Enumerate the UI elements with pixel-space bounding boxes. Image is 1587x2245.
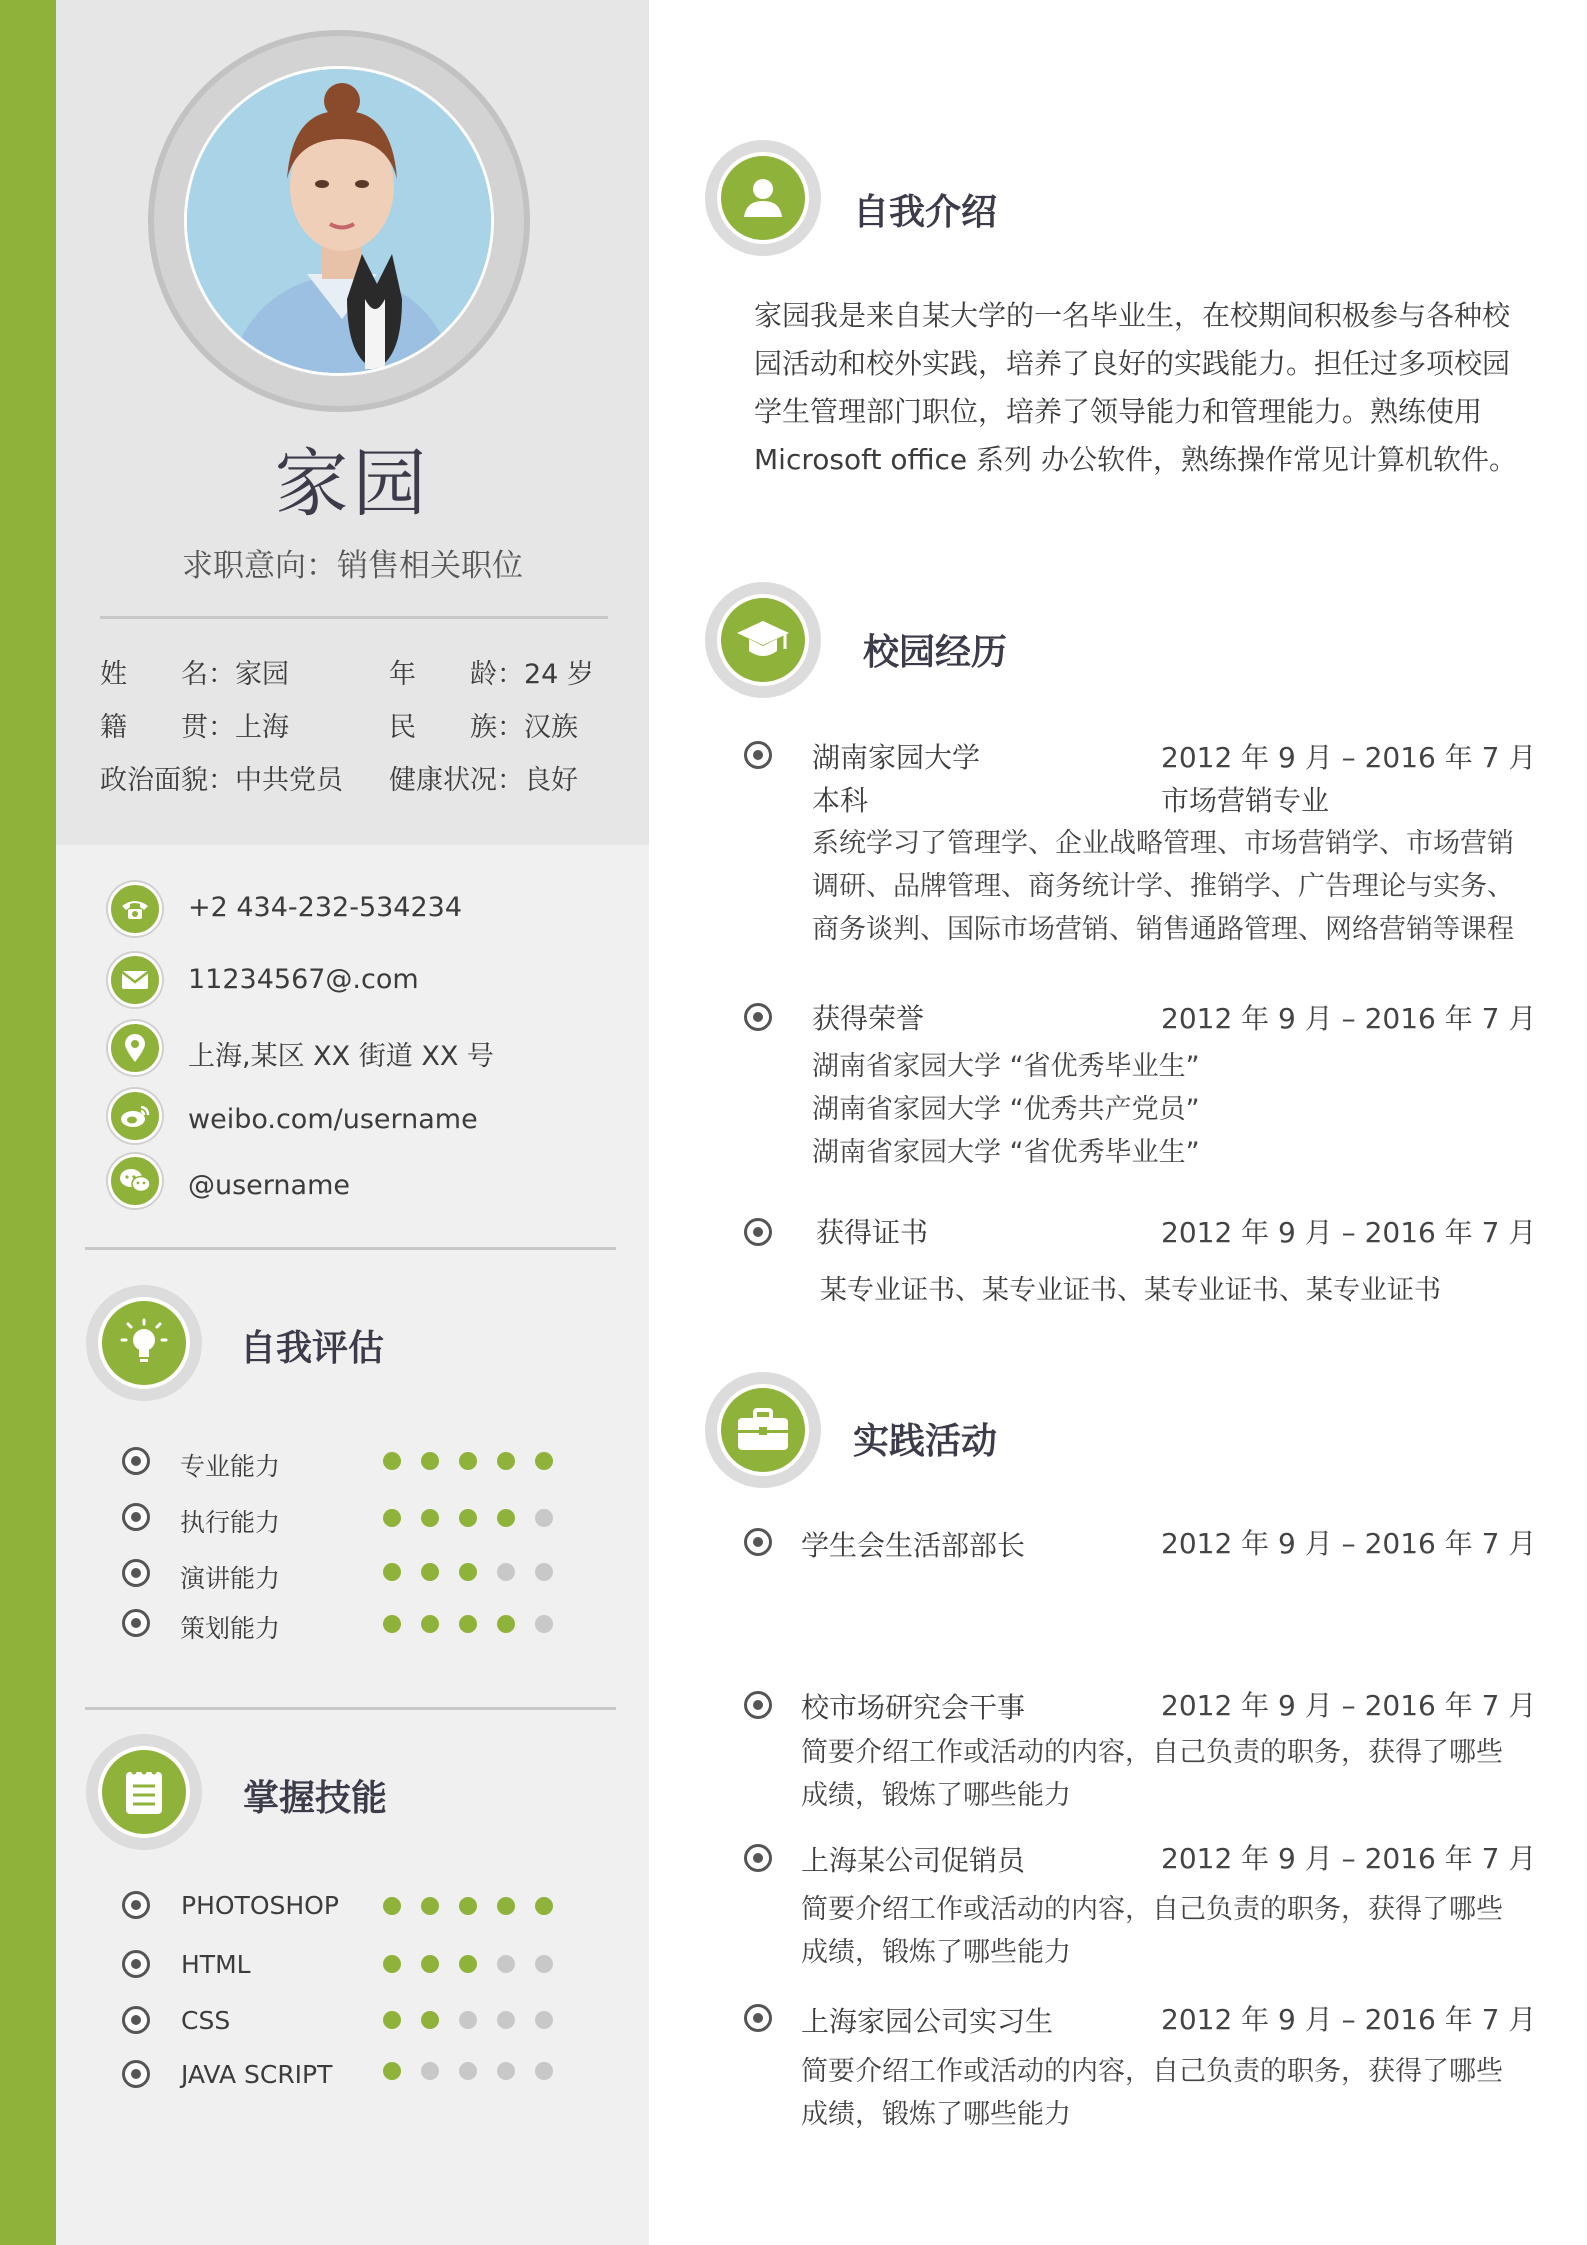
- location-icon: [108, 1021, 162, 1075]
- cert-list: 某专业证书、某专业证书、某专业证书、某专业证书: [820, 1275, 1441, 1306]
- eval-name: 演讲能力: [180, 1564, 281, 1593]
- divider: [85, 1247, 616, 1250]
- practice-date: 2012 年 9 月 – 2016 年 7 月: [1161, 1842, 1537, 1875]
- contact-phone: +2 434-232-534234: [188, 892, 463, 923]
- section-title-practice: 实践活动: [853, 1421, 998, 1462]
- intro-line: 家园我是来自某大学的一名毕业生，在校期间积极参与各种校: [754, 299, 1511, 332]
- bullet-icon: [122, 1950, 150, 1978]
- lightbulb-icon: [86, 1285, 202, 1401]
- rating-dot-filled: [383, 2011, 401, 2029]
- divider: [85, 1707, 616, 1710]
- honors: [812, 1045, 1200, 1174]
- weibo-icon: [108, 1089, 162, 1143]
- skill-rating: [383, 1955, 553, 1973]
- info-age: 年 龄：24 岁: [389, 659, 594, 690]
- practice-desc: [801, 2050, 1503, 2136]
- desc-line: 简要介绍工作或活动的内容，自己负责的职务，获得了哪些: [801, 1894, 1503, 1925]
- eval-rating: [383, 1509, 553, 1527]
- bullet-icon: [744, 1218, 772, 1246]
- rating-dot-filled: [383, 1897, 401, 1915]
- eval-rating: [383, 1452, 553, 1470]
- rating-dot-filled: [459, 1897, 477, 1915]
- bullet-icon: [744, 1844, 772, 1872]
- bullet-icon: [122, 1447, 150, 1475]
- eval-name: 执行能力: [180, 1508, 281, 1537]
- intro-paragraph: [754, 292, 1517, 484]
- rating-dot-filled: [421, 1509, 439, 1527]
- wechat-icon: [108, 1154, 162, 1208]
- section-title-skills: 掌握技能: [243, 1778, 388, 1819]
- rating-dot-filled: [459, 1452, 477, 1470]
- bullet-icon: [744, 1528, 772, 1556]
- skill-name: PHOTOSHOP: [181, 1891, 339, 1920]
- rating-dot-filled: [497, 1452, 515, 1470]
- rating-dot-empty: [535, 2062, 553, 2080]
- divider: [100, 616, 608, 619]
- skill-name: CSS: [181, 2006, 231, 2035]
- section-title-campus: 校园经历: [863, 632, 1008, 673]
- rating-dot-filled: [459, 1615, 477, 1633]
- honor-date: 2012 年 9 月 – 2016 年 7 月: [1161, 1002, 1537, 1035]
- rating-dot-filled: [421, 2011, 439, 2029]
- course-line: 系统学习了管理学、企业战略管理、市场营销学、市场营销: [812, 828, 1514, 859]
- accent-bar: [0, 0, 56, 2245]
- info-ethnic: 民 族：汉族: [389, 712, 578, 743]
- bullet-icon: [744, 1691, 772, 1719]
- cert-title: 获得证书: [816, 1216, 929, 1249]
- skill-rating: [383, 2062, 553, 2080]
- desc-line: 成绩，锻炼了哪些能力: [801, 2099, 1071, 2130]
- eval-name: 专业能力: [180, 1452, 281, 1481]
- rating-dot-empty: [459, 2062, 477, 2080]
- rating-dot-empty: [497, 2011, 515, 2029]
- major: 市场营销专业: [1161, 784, 1330, 817]
- honor-line: 湖南省家园大学 “省优秀毕业生”: [812, 1137, 1200, 1168]
- practice-role: 上海家园公司实习生: [801, 2005, 1054, 2038]
- rating-dot-empty: [497, 2062, 515, 2080]
- rating-dot-empty: [459, 2011, 477, 2029]
- practice-desc: [801, 1731, 1503, 1817]
- rating-dot-filled: [421, 1452, 439, 1470]
- rating-dot-filled: [383, 1452, 401, 1470]
- rating-dot-filled: [383, 2062, 401, 2080]
- rating-dot-empty: [497, 1955, 515, 1973]
- practice-role: 上海某公司促销员: [801, 1844, 1026, 1877]
- rating-dot-filled: [535, 1897, 553, 1915]
- section-title-self-eval: 自我评估: [240, 1328, 385, 1369]
- desc-line: 成绩，锻炼了哪些能力: [801, 1780, 1071, 1811]
- desc-line: 简要介绍工作或活动的内容，自己负责的职务，获得了哪些: [801, 1737, 1503, 1768]
- rating-dot-empty: [497, 1563, 515, 1581]
- degree: 本科: [812, 784, 869, 817]
- section-title-intro: 自我介绍: [853, 192, 998, 233]
- bullet-icon: [122, 2060, 150, 2088]
- job-intent: 求职意向：销售相关职位: [182, 548, 523, 584]
- bullet-icon: [122, 1609, 150, 1637]
- info-health: 健康状况：良好: [389, 765, 578, 796]
- practice-date: 2012 年 9 月 – 2016 年 7 月: [1161, 1689, 1537, 1722]
- eval-rating: [383, 1563, 553, 1581]
- courses: [812, 822, 1514, 951]
- practice-role: 学生会生活部部长: [801, 1529, 1026, 1562]
- rating-dot-empty: [535, 1563, 553, 1581]
- avatar-photo: [184, 66, 494, 376]
- rating-dot-filled: [497, 1897, 515, 1915]
- course-line: 调研、品牌管理、商务统计学、推销学、广告理论与实务、: [812, 871, 1514, 902]
- honor-line: 湖南省家园大学 “省优秀毕业生”: [812, 1051, 1200, 1082]
- rating-dot-filled: [383, 1955, 401, 1973]
- rating-dot-filled: [459, 1955, 477, 1973]
- skill-rating: [383, 1897, 553, 1915]
- contact-weibo: weibo.com/username: [188, 1104, 478, 1135]
- bullet-icon: [122, 1559, 150, 1587]
- school-date: 2012 年 9 月 – 2016 年 7 月: [1161, 741, 1537, 774]
- skill-name: HTML: [181, 1950, 251, 1979]
- practice-date: 2012 年 9 月 – 2016 年 7 月: [1161, 2003, 1537, 2036]
- rating-dot-filled: [383, 1615, 401, 1633]
- intro-line: 园活动和校外实践，培养了良好的实践能力。担任过多项校园: [754, 347, 1511, 380]
- email-icon: [108, 953, 162, 1007]
- rating-dot-filled: [535, 1452, 553, 1470]
- practice-desc: [801, 1888, 1503, 1974]
- honor-line: 湖南省家园大学 “优秀共产党员”: [812, 1094, 1200, 1125]
- contact-email: 11234567@.com: [188, 964, 419, 995]
- contact-wechat: @username: [188, 1170, 350, 1201]
- rating-dot-empty: [535, 1955, 553, 1973]
- desc-line: 简要介绍工作或活动的内容，自己负责的职务，获得了哪些: [801, 2056, 1503, 2087]
- rating-dot-filled: [421, 1955, 439, 1973]
- avatar: [148, 30, 530, 412]
- eval-name: 策划能力: [180, 1614, 281, 1643]
- rating-dot-filled: [497, 1509, 515, 1527]
- rating-dot-empty: [535, 2011, 553, 2029]
- rating-dot-empty: [535, 1615, 553, 1633]
- candidate-name: 家园: [274, 441, 431, 527]
- briefcase-icon: [705, 1372, 821, 1488]
- rating-dot-filled: [383, 1509, 401, 1527]
- bullet-icon: [744, 741, 772, 769]
- rating-dot-filled: [459, 1509, 477, 1527]
- bullet-icon: [744, 2004, 772, 2032]
- practice-role: 校市场研究会干事: [801, 1691, 1026, 1724]
- desc-line: 成绩，锻炼了哪些能力: [801, 1937, 1071, 1968]
- rating-dot-filled: [383, 1563, 401, 1581]
- rating-dot-filled: [459, 1563, 477, 1581]
- info-name: 姓 名：家园: [100, 659, 289, 690]
- practice-date: 2012 年 9 月 – 2016 年 7 月: [1161, 1527, 1537, 1560]
- rating-dot-filled: [421, 1615, 439, 1633]
- graduation-cap-icon: [705, 582, 821, 698]
- course-line: 商务谈判、国际市场营销、销售通路管理、网络营销等课程: [812, 914, 1514, 945]
- rating-dot-filled: [421, 1563, 439, 1581]
- skill-rating: [383, 2011, 553, 2029]
- bullet-icon: [744, 1003, 772, 1031]
- bullet-icon: [122, 1891, 150, 1919]
- honor-title: 获得荣誉: [812, 1002, 925, 1035]
- info-origin: 籍 贯：上海: [100, 712, 289, 743]
- rating-dot-empty: [421, 2062, 439, 2080]
- contact-address: 上海,某区 XX 街道 XX 号: [188, 1041, 494, 1072]
- skill-name: JAVA SCRIPT: [181, 2060, 333, 2089]
- bullet-icon: [122, 2006, 150, 2034]
- eval-rating: [383, 1615, 553, 1633]
- rating-dot-filled: [421, 1897, 439, 1915]
- rating-dot-filled: [497, 1615, 515, 1633]
- notepad-icon: [86, 1734, 202, 1850]
- school-name: 湖南家园大学: [812, 741, 981, 774]
- bullet-icon: [122, 1503, 150, 1531]
- info-politics: 政治面貌：中共党员: [100, 765, 343, 796]
- phone-icon: [108, 882, 162, 936]
- cert-date: 2012 年 9 月 – 2016 年 7 月: [1161, 1216, 1537, 1249]
- intro-line: 学生管理部门职位，培养了领导能力和管理能力。熟练使用: [754, 395, 1483, 428]
- rating-dot-empty: [535, 1509, 553, 1527]
- user-icon: [705, 140, 821, 256]
- intro-line: Microsoft office 系列 办公软件，熟练操作常见计算机软件。: [754, 443, 1517, 476]
